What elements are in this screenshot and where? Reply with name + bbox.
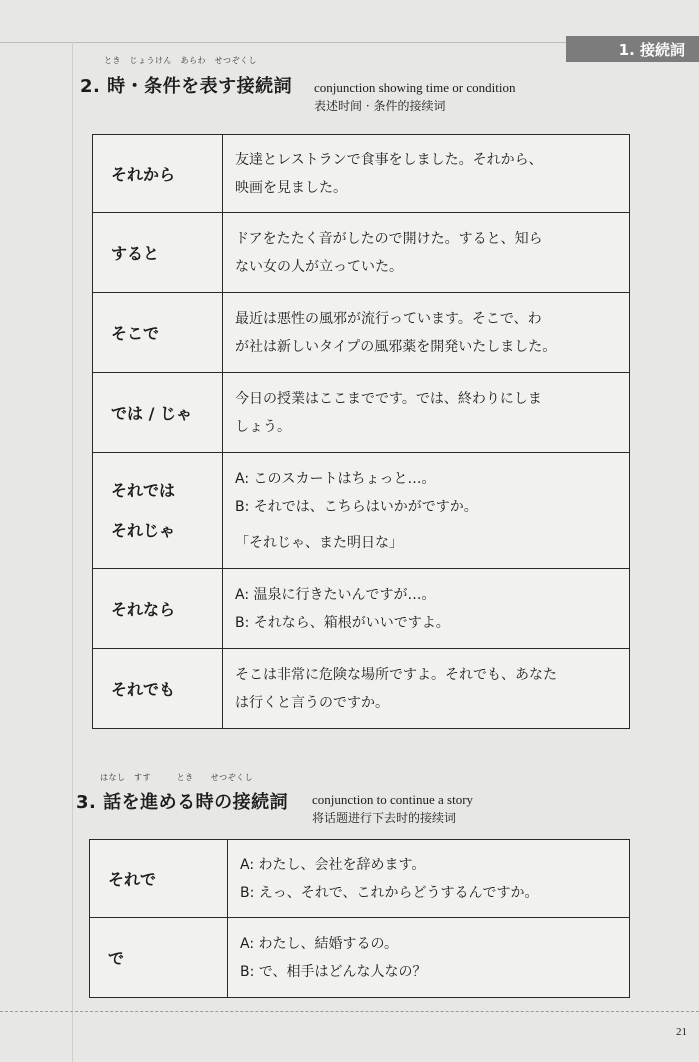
chapter-tab: 1. 接続詞 (566, 36, 699, 62)
term-cell: それなら (93, 569, 223, 649)
table-row (90, 840, 630, 918)
term-cell: それから (93, 135, 223, 213)
term-cell (93, 453, 223, 569)
table-row (93, 373, 630, 453)
term-cell: で (90, 918, 228, 998)
table-row (93, 135, 630, 213)
table-row (93, 649, 630, 729)
section2-title: 2. 時・条件を表す接続詞 (80, 76, 293, 97)
example-line: B: それなら、箱根がいいですよ。 (235, 614, 450, 631)
example-line: 最近は悪性の風邪が流行っています。そこで、わ (235, 310, 542, 327)
section2-subtitle-en: conjunction showing time or condition (314, 80, 516, 95)
section3-subtitle-en: conjunction to continue a story (312, 792, 474, 807)
term-cell: それでも (93, 649, 223, 729)
example-line: A: わたし、結婚するの。 (240, 935, 398, 952)
binding-rule (72, 42, 73, 1062)
example-line: A: わたし、会社を辞めます。 (240, 856, 426, 873)
table-row (93, 293, 630, 373)
example-cell (223, 135, 630, 213)
example-line: そこは非常に危険な場所ですよ。それでも、あなた (235, 666, 557, 683)
example-line: 今日の授業はここまでです。では、終わりにしま (235, 390, 542, 407)
example-line: は行くと言うのですか。 (235, 694, 389, 711)
section2-subtitle-zh: 表述时间 · 条件的接续词 (314, 99, 446, 113)
section2-furigana: とき じょうけん あらわ せつぞくし (104, 56, 257, 65)
table-row (90, 918, 630, 998)
example-line: ドアをたたく音がしたので開けた。すると、知ら (235, 230, 543, 247)
term-cell: では / じゃ (93, 373, 223, 453)
example-line: ない女の人が立っていた。 (235, 258, 403, 275)
example-line: A: 温泉に行きたいんですが…。 (235, 586, 436, 603)
example-cell (223, 453, 630, 569)
example-line: が社は新しいタイプの風邪薬を開発いたしました。 (235, 338, 557, 355)
example-cell (223, 373, 630, 453)
term-line: それじゃ (111, 520, 176, 540)
example-line: A: このスカートはちょっと…。 (235, 470, 436, 487)
example-line: B: で、相手はどんな人なの？ (240, 963, 427, 980)
bottom-rule (0, 1011, 699, 1012)
example-cell (228, 918, 630, 998)
section3-title: 3. 話を進める時の接続詞 (76, 792, 289, 813)
table-row (93, 213, 630, 293)
section2-table (92, 134, 630, 729)
term-cell: それで (90, 840, 228, 918)
term-cell: すると (93, 213, 223, 293)
page-number: 21 (676, 1026, 687, 1038)
table-row (93, 569, 630, 649)
example-cell (223, 213, 630, 293)
example-line: B: えっ、それで、これからどうするんですか。 (240, 884, 539, 901)
section3-subtitle-zh: 将话题进行下去时的接续词 (312, 811, 457, 825)
term-line: それでは (111, 480, 176, 500)
example-cell (223, 649, 630, 729)
table-row (93, 453, 630, 569)
section3-table (89, 839, 630, 998)
example-line: B: それでは、こちらはいかがですか。 (235, 498, 478, 515)
term-cell: そこで (93, 293, 223, 373)
example-line: 「それじゃ、また明日な」 (235, 534, 403, 551)
example-cell (223, 293, 630, 373)
example-cell (228, 840, 630, 918)
section3-furigana: はなし すす とき せつぞくし (100, 773, 254, 782)
example-line: しょう。 (235, 418, 291, 435)
example-line: 友達とレストランで食事をしました。それから、 (235, 151, 543, 168)
example-cell (223, 569, 630, 649)
example-line: 映画を見ました。 (235, 179, 347, 196)
